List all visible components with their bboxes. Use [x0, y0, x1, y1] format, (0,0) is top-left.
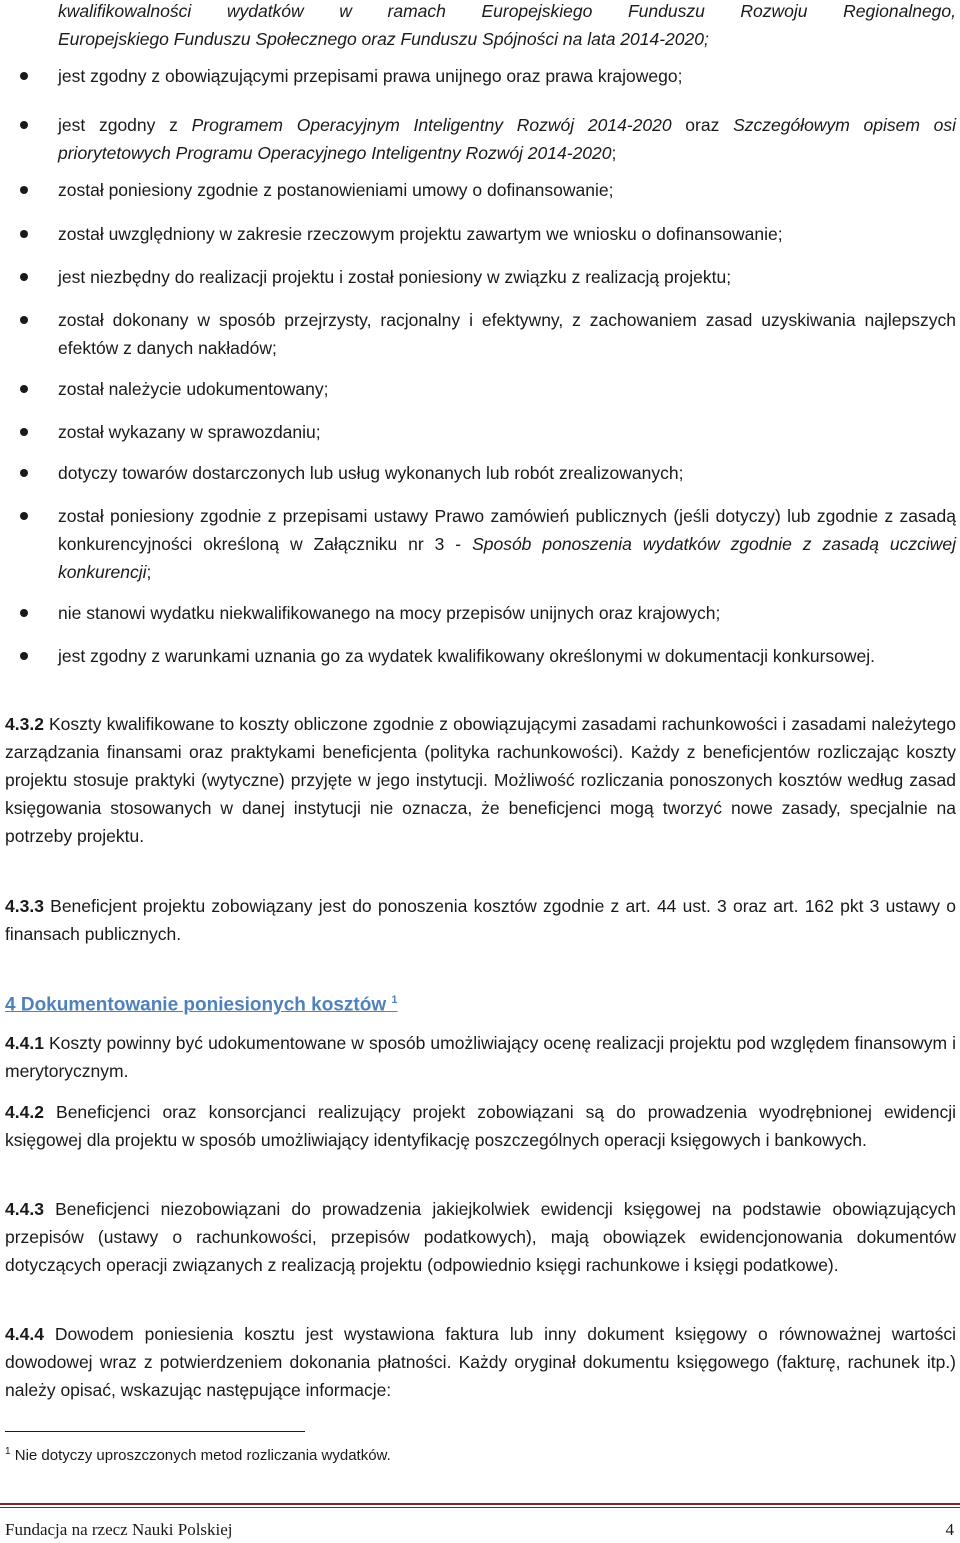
section-heading[interactable]: 4 Dokumentowanie poniesionych kosztów $^1$ — [5, 994, 398, 1016]
bullet-icon — [20, 186, 28, 194]
paragraph-4-4-3: 4.4.3 Beneficjenci niezobowiązani do prowadzenia jakiejkolwiek ewidencji księgowej na podstawie obowiązujących przepisów (ustawy o rachunkowości, przepisów podatkowych), mają obowiązek ewidencjonowania dokumentów dotyczących operacji związanych z realizacją projektu (odpowiednio księgi rachunkowe i księgi podatkowe). — [5, 1199, 956, 1275]
bullet-item: jest zgodny z obowiązującymi przepisami prawa unijnego oraz prawa krajowego; — [58, 66, 683, 86]
paragraph-4-4-2: 4.4.2 Beneficjenci oraz konsorcjanci realizujący projekt zobowiązani są do prowadzenia wyodrębnionej ewidencji księgowej dla projektu w sposób umożliwiający identyfikację poszczególnych operacji księgowych i bankowych. — [5, 1102, 956, 1150]
bullet-item: został dokonany w sposób przejrzysty, racjonalny i efektywny, z zachowaniem zasad uzyskiwania najlepszych efektów z danych nakładów; — [58, 310, 956, 358]
footnote-mark: 1 — [5, 1446, 11, 1457]
bullet-icon — [20, 72, 28, 80]
bullet-icon — [20, 121, 28, 129]
footnote — [5, 1442, 391, 1466]
bullet-item: jest niezbędny do realizacji projektu i został poniesiony w związku z realizacją projektu; — [58, 267, 732, 287]
bullet-item: został poniesiony zgodnie z przepisami ustawy Prawo zamówień publicznych (jeśli dotyczy) lub zgodnie z zasadą konkurencyjności określoną w Załączniku nr 3 - Sposób ponoszenia wydatków zgodnie z zasadą uczciwej konkurencji; — [58, 506, 956, 582]
intro-continuation-line1: kwalifikowalności wydatków w ramach Europejskiego Funduszu Rozwoju Regionalnego, — [58, 1, 956, 21]
bullet-item: został należycie udokumentowany; — [58, 379, 329, 399]
intro-continuation-line2: Europejskiego Funduszu Społecznego oraz Funduszu Spójności na lata 2014-2020; — [58, 29, 709, 49]
footnote-text: Nie dotyczy uproszczonych metod rozliczania wydatków. — [14, 1447, 391, 1464]
paragraph-4-3-3: 4.3.3 Beneficjent projektu zobowiązany jest do ponoszenia kosztów zgodnie z art. 44 ust. 3 oraz art. 162 pkt 3 ustawy o finansach publicznych. — [5, 896, 956, 944]
bullet-icon — [20, 316, 28, 324]
bullet-item: został poniesiony zgodnie z postanowieniami umowy o dofinansowanie; — [58, 180, 614, 200]
bullet-item: został wykazany w sprawozdaniu; — [58, 422, 321, 442]
bullet-item: dotyczy towarów dostarczonych lub usług wykonanych lub robót zrealizowanych; — [58, 463, 684, 483]
bullet-item: nie stanowi wydatku niekwalifikowanego na mocy przepisów unijnych oraz krajowych; — [58, 603, 721, 623]
footer-rule — [0, 1503, 960, 1505]
paragraph-4-4-4: 4.4.4 Dowodem poniesienia kosztu jest wystawiona faktura lub inny dokument księgowy o równoważnej wartości dowodowej wraz z potwierdzeniem dokonania płatności. Każdy oryginał dokumentu księgowego (fakturę, rachunek itp.) należy opisać, wskazując następujące informacje: — [5, 1324, 956, 1400]
footnote-ref[interactable]: 1 — [391, 994, 398, 1006]
bullet-icon — [20, 652, 28, 660]
bullet-item: jest zgodny z warunkami uznania go za wydatek kwalifikowany określonymi w dokumentacji konkursowej. — [58, 646, 876, 666]
bullet-item: został uwzględniony w zakresie rzeczowym projektu zawartym we wniosku o dofinansowanie; — [58, 224, 783, 244]
paragraph-4-4-1: 4.4.1 Koszty powinny być udokumentowane w sposób umożliwiający ocenę realizacji projektu pod względem finansowym i merytorycznym. — [5, 1033, 956, 1081]
bullet-icon — [20, 512, 28, 520]
bullet-item: jest zgodny z Programem Operacyjnym Inteligentny Rozwój 2014-2020 oraz Szczegółowym opisem osi priorytetowych Programu Operacyjnego Inteligentny Rozwój 2014-2020; — [58, 115, 956, 163]
bullet-icon — [20, 385, 28, 393]
footnote-separator — [5, 1431, 305, 1432]
paragraph-4-3-2: 4.3.2 Koszty kwalifikowane to koszty obliczone zgodnie z obowiązującymi zasadami rachunkowości i zasadami należytego zarządzania finansami oraz praktykami beneficjenta (polityka rachunkowości). Każdy z beneficjentów rozliczając koszty projektu stosuje praktyki (wytyczne) przyjęte w jego instytucji. Możliwość rozliczania ponoszonych kosztów według zasad księgowania stosowanych w danej instytucji nie oznacza, że beneficjenci mogą tworzyć nowe zasady, specjalnie na potrzeby projektu. — [5, 714, 956, 846]
bullet-icon — [20, 469, 28, 477]
page-number: 4 — [945, 1520, 954, 1539]
footer-organization: Fundacja na rzecz Nauki Polskiej — [5, 1520, 233, 1539]
bullet-icon — [20, 230, 28, 238]
bullet-icon — [20, 273, 28, 281]
footer-rule-thin — [0, 1507, 960, 1508]
bullet-icon — [20, 428, 28, 436]
bullet-icon — [20, 609, 28, 617]
